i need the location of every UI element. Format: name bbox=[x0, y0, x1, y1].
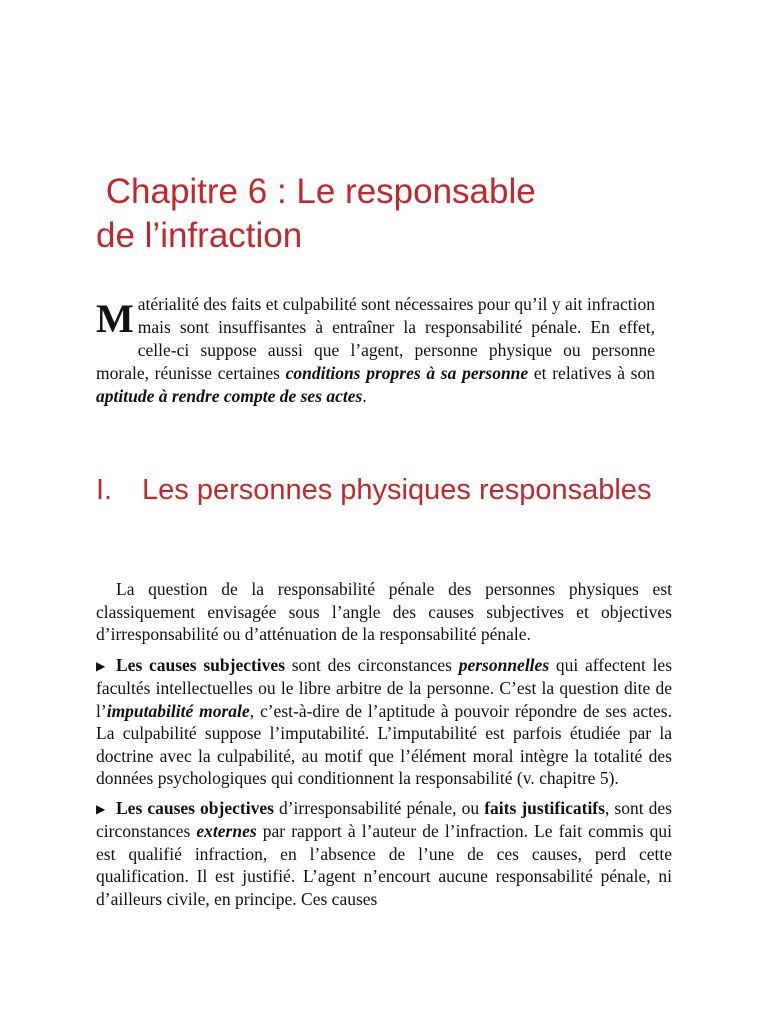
chapter-title bbox=[96, 170, 656, 258]
intro-text-end: . bbox=[362, 386, 367, 406]
paragraph-causes-objectives bbox=[96, 797, 672, 911]
section-heading bbox=[96, 472, 656, 509]
intro-paragraph bbox=[96, 293, 655, 408]
intro-emphasis-aptitude: aptitude à rendre compte de ses actes bbox=[96, 386, 363, 406]
drop-cap: M bbox=[96, 296, 134, 341]
paragraph-text: , c’est-à-dire de l’aptitude à pouvoir répondre de ses actes. La culpabilité suppose l’imputabilité. L’imputabilité est parfois étudiée par la doctrine avec la culpabilité, au motif que l’élément moral intègre la totalité des données psychologiques qui conditionnent la responsabilité (v. chapitre 5). bbox=[96, 700, 672, 788]
emphasis-externes: externes bbox=[196, 821, 257, 841]
lead-causes-subjectives: Les causes subjectives bbox=[116, 654, 286, 675]
paragraph-text: sont des circonstances bbox=[285, 654, 459, 675]
chapter-title-line2: de l’infraction bbox=[96, 216, 303, 255]
bold-faits-justificatifs: faits justificatifs bbox=[484, 797, 605, 818]
chapter-title-line1: Chapitre 6 : Le responsable bbox=[105, 172, 536, 211]
intro-emphasis-conditions: conditions propres à sa personne bbox=[285, 363, 529, 383]
triangle-bullet-icon: ▶ bbox=[96, 658, 106, 673]
triangle-bullet-icon: ▶ bbox=[96, 801, 106, 816]
paragraph-causes-subjectives bbox=[96, 654, 672, 790]
paragraph-text: d’irresponsabilité pénale, ou bbox=[273, 797, 485, 818]
paragraph-text: qui affectent les facultés intellectuelles ou le libre arbitre de la personne. C’est la question dite de l’ bbox=[96, 654, 673, 721]
section-body bbox=[96, 578, 672, 910]
section-number: I. bbox=[96, 474, 113, 506]
emphasis-personnelles: personnelles bbox=[458, 654, 550, 675]
section-title-text: Les personnes physiques responsables bbox=[142, 474, 652, 506]
lead-causes-objectives: Les causes objectives bbox=[116, 797, 274, 818]
paragraph-text: par rapport à l’auteur de l’infraction. Le fait commis qui est qualifié infraction, en l’absence de l’une de ces causes, perd cette qualification. Il est justifié. L’agent n’encourt aucune responsabilité pénale, ni d’ailleurs civile, en principe. Ces causes bbox=[96, 821, 672, 909]
paragraph-text: , sont des circonstances bbox=[96, 797, 672, 841]
paragraph-intro: La question de la responsabilité pénale des personnes physiques est classiquement envisagée sous l’angle des causes subjectives et objectives d’irresponsabilité ou d’atténuation de la responsabilité pénale. bbox=[96, 579, 672, 644]
intro-text: atérialité des faits et culpabilité sont nécessaires pour qu’il y ait infraction mais sont insuffisantes à entraîner la responsabilité pénale. En effet, celle-ci suppose aussi que l’agent, personne physique ou personne morale, réunisse certaines bbox=[96, 294, 655, 383]
intro-text-mid: et relatives à son bbox=[528, 363, 655, 383]
emphasis-imputabilite: imputabilité morale bbox=[106, 700, 250, 721]
